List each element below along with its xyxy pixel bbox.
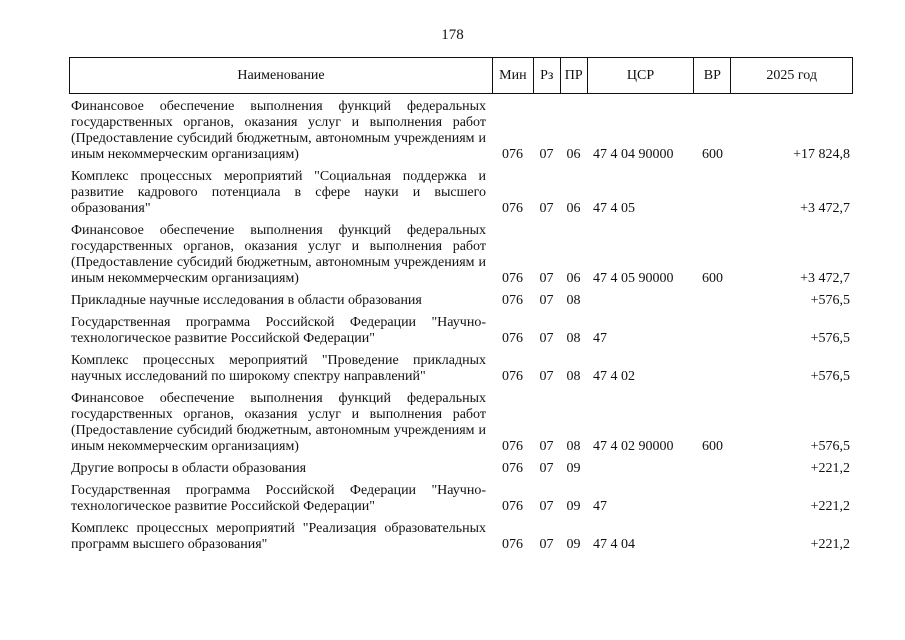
table-header bbox=[69, 57, 853, 94]
row-amount: +17 824,8 bbox=[793, 147, 850, 162]
row-rz: 07 bbox=[539, 499, 554, 514]
row-min: 076 bbox=[502, 461, 523, 476]
row-csr: 47 4 04 bbox=[593, 537, 635, 552]
row-min: 076 bbox=[502, 499, 523, 514]
row-amount: +221,2 bbox=[810, 537, 850, 552]
row-csr: 47 4 05 90000 bbox=[593, 271, 674, 286]
row-name: Комплекс процессных мероприятий "Проведение прикладных научных исследований по широкому спектру направлений" bbox=[71, 353, 486, 384]
header-csr: ЦСР bbox=[587, 58, 694, 93]
row-name: Комплекс процессных мероприятий "Социальная поддержка и развитие кадрового потенциала в сфере науки и высшего образования" bbox=[71, 169, 486, 216]
row-csr: 47 4 05 bbox=[593, 201, 635, 216]
row-rz: 07 bbox=[539, 461, 554, 476]
row-csr: 47 4 04 90000 bbox=[593, 147, 674, 162]
row-name: Другие вопросы в области образования bbox=[71, 461, 307, 476]
row-csr: 47 4 02 bbox=[593, 369, 635, 384]
row-rz: 07 bbox=[539, 201, 554, 216]
row-name: Финансовое обеспечение выполнения функций федеральных государственных органов, оказания услуг и выполнения работ (Предоставление субсидий бюджетным, автономным учреждениям и иным некоммерческим организациям) bbox=[71, 99, 486, 162]
table-row bbox=[69, 353, 853, 385]
table-row bbox=[69, 391, 853, 455]
row-vr: 600 bbox=[702, 439, 723, 454]
row-pr: 09 bbox=[566, 537, 581, 552]
row-name: Прикладные научные исследования в области образования bbox=[71, 293, 422, 308]
row-rz: 07 bbox=[539, 147, 554, 162]
table-row bbox=[69, 223, 853, 287]
row-pr: 08 bbox=[566, 369, 581, 384]
row-min: 076 bbox=[502, 271, 523, 286]
row-amount: +576,5 bbox=[810, 439, 850, 454]
row-rz: 07 bbox=[539, 331, 554, 346]
table-row bbox=[69, 483, 853, 515]
row-amount: +221,2 bbox=[810, 461, 850, 476]
header-year: 2025 год bbox=[730, 58, 852, 93]
row-amount: +221,2 bbox=[810, 499, 850, 514]
page-number: 178 bbox=[441, 27, 464, 43]
row-rz: 07 bbox=[539, 439, 554, 454]
header-name: Наименование bbox=[237, 67, 325, 83]
row-amount: +3 472,7 bbox=[800, 201, 850, 216]
row-amount: +3 472,7 bbox=[800, 271, 850, 286]
row-pr: 09 bbox=[566, 461, 581, 476]
row-min: 076 bbox=[502, 293, 523, 308]
row-min: 076 bbox=[502, 147, 523, 162]
row-min: 076 bbox=[502, 369, 523, 384]
row-rz: 07 bbox=[539, 293, 554, 308]
row-pr: 08 bbox=[566, 293, 581, 308]
table-row bbox=[69, 99, 853, 163]
row-pr: 06 bbox=[566, 147, 581, 162]
row-name: Государственная программа Российской Федерации "Научно-технологическое развитие Российской Федерации" bbox=[71, 315, 486, 346]
row-vr: 600 bbox=[702, 271, 723, 286]
row-min: 076 bbox=[502, 331, 523, 346]
header-pr: ПР bbox=[560, 58, 587, 93]
row-amount: +576,5 bbox=[810, 293, 850, 308]
row-min: 076 bbox=[502, 439, 523, 454]
row-amount: +576,5 bbox=[810, 331, 850, 346]
row-rz: 07 bbox=[539, 369, 554, 384]
row-pr: 06 bbox=[566, 271, 581, 286]
row-name: Финансовое обеспечение выполнения функций федеральных государственных органов, оказания услуг и выполнения работ (Предоставление субсидий бюджетным, автономным учреждениям и иным некоммерческим организациям) bbox=[71, 223, 486, 286]
row-min: 076 bbox=[502, 537, 523, 552]
row-name: Финансовое обеспечение выполнения функций федеральных государственных органов, оказания услуг и выполнения работ (Предоставление субсидий бюджетным, автономным учреждениям и иным некоммерческим организациям) bbox=[71, 391, 486, 454]
row-min: 076 bbox=[502, 201, 523, 216]
row-csr: 47 bbox=[593, 331, 607, 346]
table-body bbox=[69, 99, 853, 559]
table-row bbox=[69, 521, 853, 553]
row-pr: 09 bbox=[566, 499, 581, 514]
row-vr: 600 bbox=[702, 147, 723, 162]
row-rz: 07 bbox=[539, 271, 554, 286]
row-rz: 07 bbox=[539, 537, 554, 552]
row-csr: 47 bbox=[593, 499, 607, 514]
row-pr: 06 bbox=[566, 201, 581, 216]
row-amount: +576,5 bbox=[810, 369, 850, 384]
table-row bbox=[69, 293, 853, 309]
row-pr: 08 bbox=[566, 331, 581, 346]
row-name: Государственная программа Российской Федерации "Научно-технологическое развитие Российской Федерации" bbox=[71, 483, 486, 514]
header-min: Мин bbox=[492, 58, 533, 93]
table-row bbox=[69, 315, 853, 347]
row-csr: 47 4 02 90000 bbox=[593, 439, 674, 454]
header-rz: Рз bbox=[533, 58, 560, 93]
table-row bbox=[69, 461, 853, 477]
header-vr: ВР bbox=[693, 58, 730, 93]
row-pr: 08 bbox=[566, 439, 581, 454]
row-name: Комплекс процессных мероприятий "Реализация образовательных программ высшего образования" bbox=[71, 521, 486, 552]
table-row bbox=[69, 169, 853, 217]
